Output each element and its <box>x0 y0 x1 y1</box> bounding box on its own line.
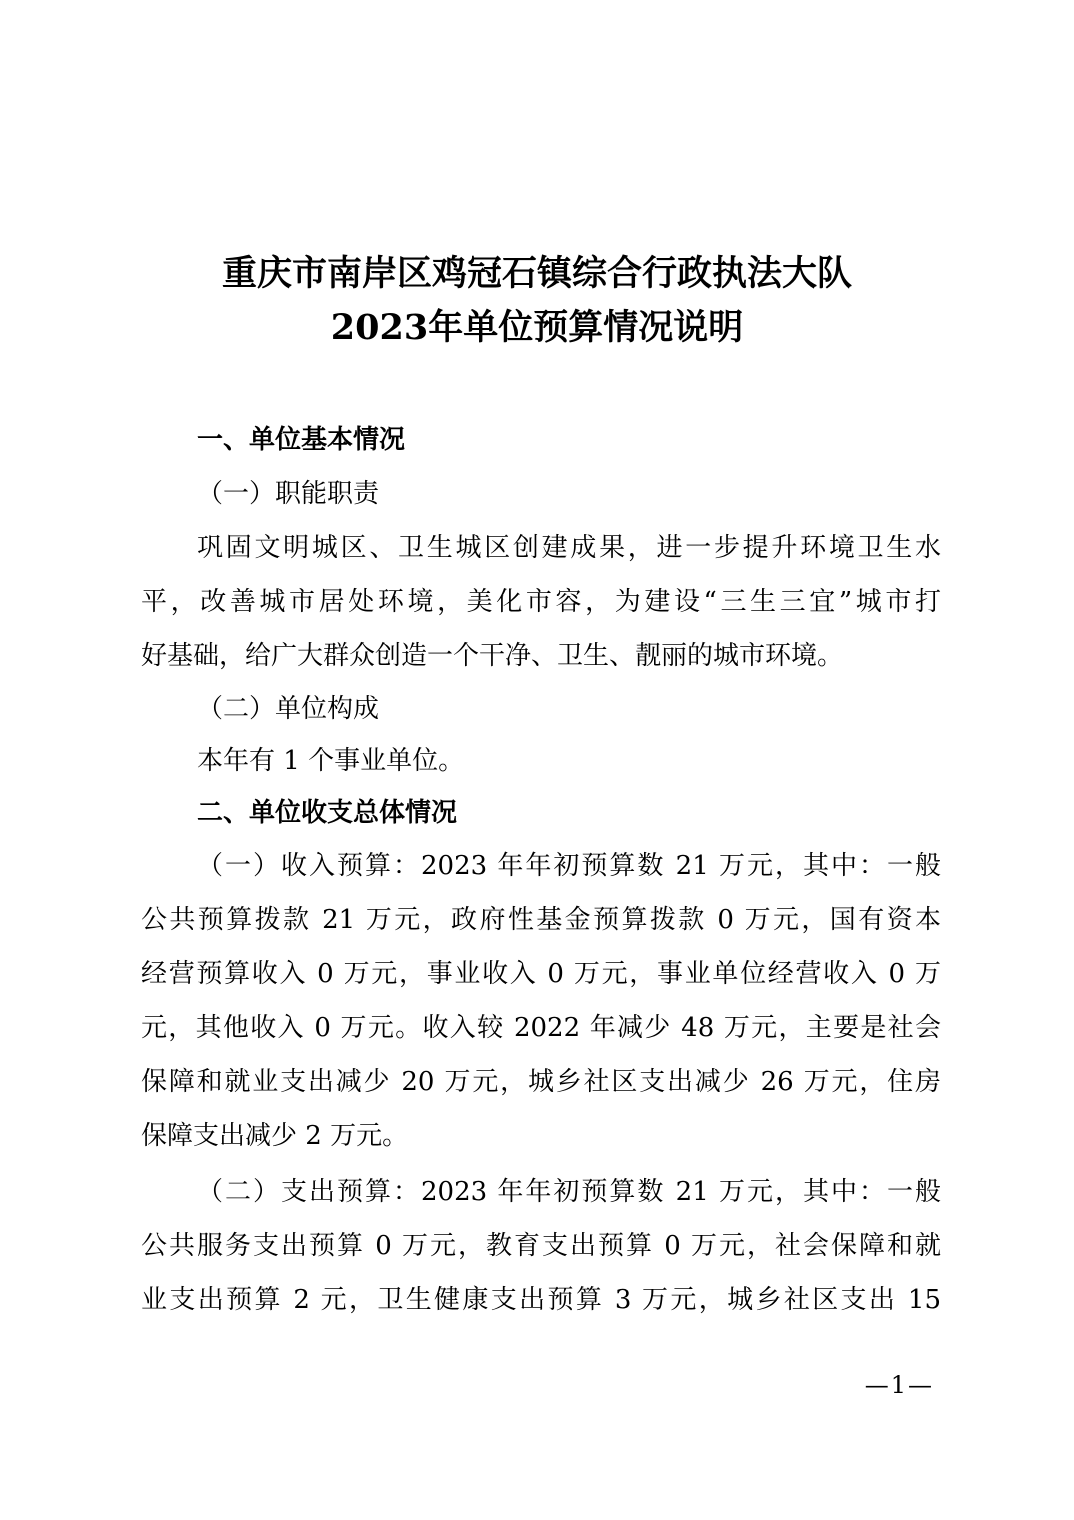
sub1-heading: （一）职能职责 <box>197 479 380 509</box>
document-title-line2: 2023年单位预算情况说明 <box>330 307 744 348</box>
income-line-3: 经营预算收入 0 万元，事业收入 0 万元，事业单位经营收入 0 万 <box>141 959 941 989</box>
duty-line-1: 巩固文明城区、卫生城区创建成果，进一步提升环境卫生水 <box>197 533 941 563</box>
sub2-heading: （二）单位构成 <box>197 694 380 724</box>
composition-text: 本年有 1 个事业单位。 <box>197 746 465 776</box>
section2-heading: 二、单位收支总体情况 <box>197 798 458 828</box>
income-line-1: （一）收入预算：2023 年年初预算数 21 万元，其中：一般 <box>197 851 941 881</box>
page-number: —1— <box>864 1371 934 1399</box>
income-line-2: 公共预算拨款 21 万元，政府性基金预算拨款 0 万元，国有资本 <box>141 905 941 935</box>
income-line-4: 元，其他收入 0 万元。收入较 2022 年减少 48 万元，主要是社会 <box>141 1013 941 1043</box>
expense-line-3: 业支出预算 2 元，卫生健康支出预算 3 万元，城乡社区支出 15 <box>141 1285 941 1315</box>
section1-heading: 一、单位基本情况 <box>197 425 406 455</box>
duty-line-3: 好基础，给广大群众创造一个干净、卫生、靓丽的城市环境。 <box>141 641 844 671</box>
expense-line-2: 公共服务支出预算 0 万元，教育支出预算 0 万元，社会保障和就 <box>141 1231 941 1261</box>
document-title-line1: 重庆市南岸区鸡冠石镇综合行政执法大队 <box>221 253 852 294</box>
expense-line-1: （二）支出预算：2023 年年初预算数 21 万元，其中：一般 <box>197 1177 941 1207</box>
income-line-6: 保障支出减少 2 万元。 <box>141 1121 409 1151</box>
duty-line-2: 平，改善城市居处环境，美化市容，为建设“三生三宜”城市打 <box>141 587 941 617</box>
income-line-5: 保障和就业支出减少 20 万元，城乡社区支出减少 26 万元，住房 <box>141 1067 941 1097</box>
